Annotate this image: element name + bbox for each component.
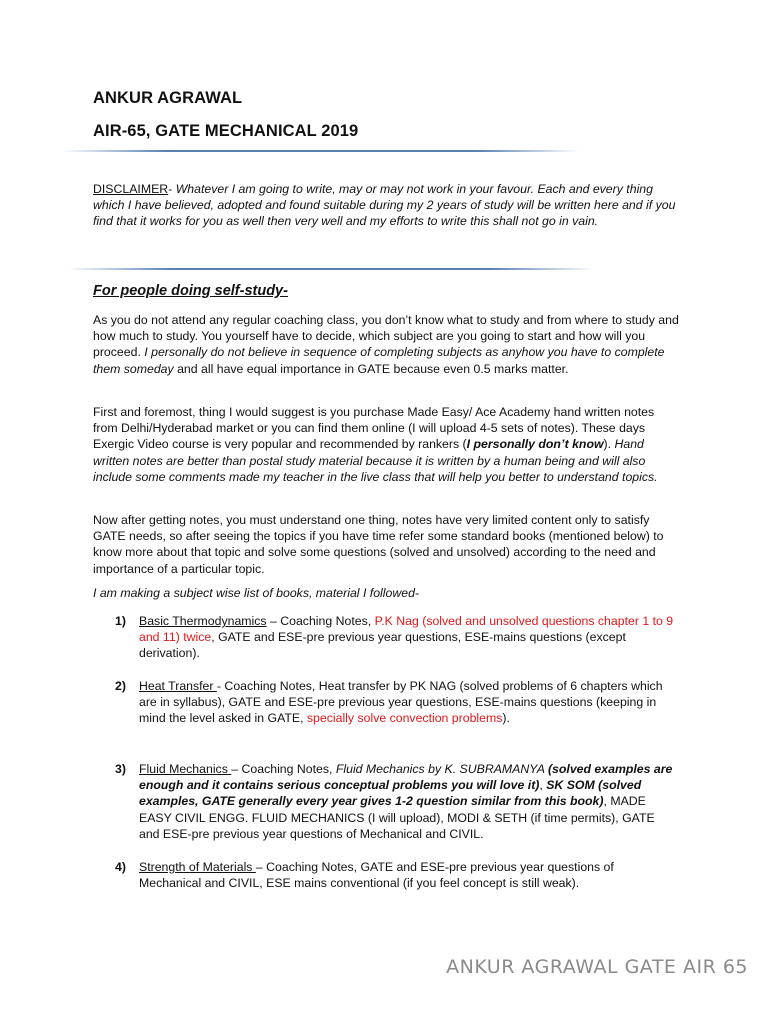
disclaimer-dash: - xyxy=(168,182,176,196)
intro-text-c: and all have equal importance in GATE because even 0.5 marks matter. xyxy=(173,361,569,376)
list-intro: I am making a subject wise list of books, material I followed- xyxy=(93,586,419,600)
header-divider xyxy=(62,150,580,152)
item-text: , GATE and ESE-pre previous year questions, ESE-mains questions (except derivation). xyxy=(139,630,626,661)
item-text: - Coaching Notes, Heat transfer by PK NAG (solved problems of 6 chapters which are in syllabus), GATE and ESE-pre previous year questions, ESE-mains questions (keeping in mind the level asked in GATE, xyxy=(139,679,663,726)
subject-name: Basic Thermodynamics xyxy=(139,614,267,628)
intro-text-a: As you do not attend any regular coaching class, you don’t know what to study and from where to study and how much to study. You yourself have to decide, which subject are you going to start and how will you proceed. xyxy=(93,313,679,360)
disclaimer-divider xyxy=(67,268,595,270)
list-number: 2) xyxy=(115,679,126,693)
book-title: Fluid Mechanics by K. SUBRAMANYA xyxy=(335,762,548,776)
books-paragraph: Now after getting notes, you must understand one thing, notes have very limited content only to satisfy GATE needs, so after seeing the topics if you have time refer some standard books (mentioned below) to know more about that topic and solve some questions (solved and unsolved) according to the need and importance of a particular topic. xyxy=(93,513,664,576)
item-text: , MADE EASY CIVIL ENGG. FLUID MECHANICS (I will upload), MODI & SETH (if time permits), GATE and ESE-pre previous year questions of Mechanical and CIVIL. xyxy=(139,794,655,841)
list-number: 3) xyxy=(115,762,126,776)
disclaimer-paragraph xyxy=(93,181,679,230)
item-text: – Coaching Notes, xyxy=(266,614,375,628)
list-number: 4) xyxy=(115,860,126,874)
rank-title: AIR-65, GATE MECHANICAL 2019 xyxy=(93,122,359,140)
highlight-text: P.K Nag (solved and unsolved questions chapter 1 to 9 and 11) twice xyxy=(139,614,674,645)
intro-paragraph xyxy=(93,312,679,377)
subject-name: Strength of Materials xyxy=(139,860,256,874)
disclaimer-label: DISCLAIMER xyxy=(93,182,169,196)
subject-name: Heat Transfer xyxy=(139,679,217,693)
notes-paragraph xyxy=(93,404,679,485)
notes-text-bold-italic: I personally don’t know xyxy=(466,437,604,452)
notes-text-c: ). xyxy=(603,437,615,452)
intro-text-italic: I personally do not believe in sequence of completing subjects as anyhow you have to complete them someday xyxy=(93,345,665,376)
author-name: ANKUR AGRAWAL xyxy=(93,89,243,107)
list-item-heat-transfer xyxy=(115,678,675,727)
list-item-fluid-mechanics xyxy=(115,761,675,842)
list-item-thermodynamics xyxy=(115,613,675,662)
item-text: – Coaching Notes, xyxy=(231,762,336,776)
list-number: 1) xyxy=(115,614,126,628)
notes-text-a: First and foremost, thing I would suggest is you purchase Made Easy/ Ace Academy hand written notes from Delhi/Hyderabad market or you can find them online (I will upload 4-5 sets of notes). These days Exergic Video course is very popular and recommended by rankers ( xyxy=(93,405,655,452)
section-heading: For people doing self-study- xyxy=(93,283,288,299)
item-text: , xyxy=(539,778,547,793)
footer-watermark: ANKUR AGRAWAL GATE AIR 65 xyxy=(446,956,748,978)
disclaimer-text: Whatever I am going to write, may or may not work in your favour. Each and every thing which I have believed, adopted and found suitable during my 2 years of study will be written here and if you find that it works for you as well then very well and my efforts to write this shall not go in vain. xyxy=(93,182,676,229)
item-text: ). xyxy=(502,711,510,726)
list-item-strength-of-materials xyxy=(115,859,675,891)
highlight-text: specially solve convection problems xyxy=(306,711,503,726)
subject-name: Fluid Mechanics xyxy=(139,762,232,776)
bold-note: (solved examples are enough and it contains serious conceptual problems you will love it) xyxy=(139,762,673,793)
notes-text-italic: Hand written notes are better than postal study material because it is written by a human being and will also include some comments made my teacher in the live class that will help you better to understand topics. xyxy=(93,437,658,484)
bold-note: SK SOM (solved examples, GATE generally every year gives 1-2 question similar from this book) xyxy=(139,778,642,809)
item-text: – Coaching Notes, GATE and ESE-pre previous year questions of Mechanical and CIVIL, ESE mains conventional (if you feel concept is still weak). xyxy=(139,860,614,891)
